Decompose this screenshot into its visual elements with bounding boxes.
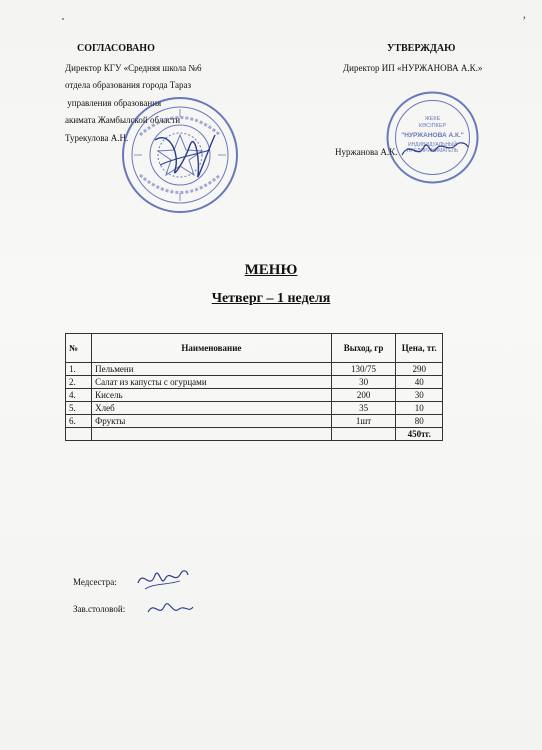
table-row [66,415,443,428]
row-price: 10 [396,402,443,415]
signature-nurse-icon [135,565,190,595]
approved-name: Нуржанова А.К. [335,147,398,157]
stamp-text: "НУРЖАНОВА А.К." [401,132,464,139]
nurse-label: Медсестра: [73,577,117,587]
row-weight: 200 [331,389,396,402]
header-name: Наименование [92,334,332,363]
stamp-text: ЖЕКЕ [424,116,441,122]
agreed-line: Директор КГУ «Средняя школа №6 [65,62,202,73]
signature-left-icon [150,120,220,190]
approved-line: Директор ИП «НУРЖАНОВА А.К.» [343,62,483,73]
total-empty-cell [331,428,396,441]
row-weight: 30 [331,376,396,389]
stamp-text: КӘСІПКЕР [418,123,447,129]
approved-title: УТВЕРЖДАЮ [387,43,456,54]
agreed-line: акимата Жамбылской области [65,115,181,125]
table-header-row [66,334,443,363]
agreed-line: отдела образования города Тараз [65,80,192,90]
table-row [66,376,443,389]
row-num: 6. [66,415,92,428]
page-subtitle: Четверг – 1 неделя [211,291,331,306]
table-row [66,389,443,402]
agreed-title: СОГЛАСОВАНО [77,43,155,54]
agreed-line: Турекулова А.Н. [65,132,129,143]
header-price: Цена, тг. [396,334,443,363]
row-num: 1. [66,363,92,376]
row-price: 290 [396,363,443,376]
row-name: Салат из капусты с огурцами [92,376,332,389]
corner-mark: , [522,6,526,21]
total-empty-cell [66,428,92,441]
row-num: 2. [66,376,92,389]
header-weight: Выход, гр [331,334,396,363]
canteen-head-label: Зав.столовой: [73,604,126,614]
speck [62,18,64,20]
total-value: 450тг. [396,428,443,441]
row-num: 4. [66,389,92,402]
agreed-line: управления образования [65,97,162,108]
table-row [66,402,443,415]
stamp-text: ИНДИВИДУАЛЬНЫЙ [407,142,458,148]
total-row [66,428,443,441]
row-weight: 35 [331,402,396,415]
row-weight: 1шт [331,415,396,428]
row-name: Фрукты [92,415,332,428]
row-name: Кисель [92,389,332,402]
signature-canteen-icon [145,597,195,622]
menu-table [65,333,443,441]
row-name: Пельмени [92,363,332,376]
row-num: 5. [66,402,92,415]
row-price: 30 [396,389,443,402]
signature-right-icon [400,135,470,165]
row-weight: 130/75 [331,363,396,376]
header-num: № [66,334,92,363]
row-price: 40 [396,376,443,389]
total-empty-cell [92,428,332,441]
row-name: Хлеб [92,402,332,415]
page-title: МЕНЮ [244,262,298,278]
table-row [66,363,443,376]
stamp-text: ПРЕДПРИНИМАТЕЛЬ [406,148,459,154]
row-price: 80 [396,415,443,428]
